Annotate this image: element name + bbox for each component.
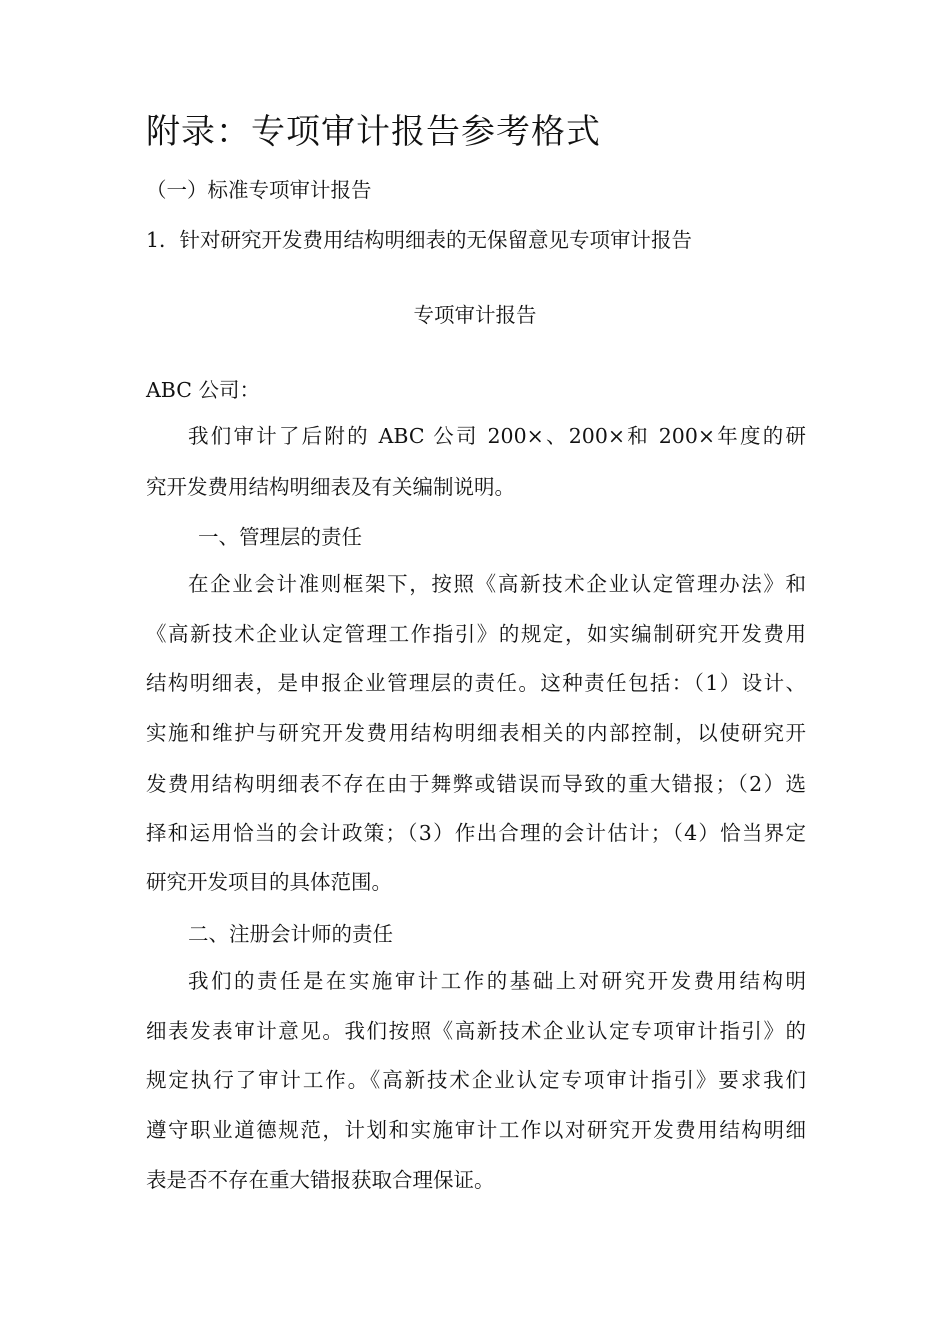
- addressee: ABC 公司：: [146, 378, 260, 402]
- mgmt-line-1: 在企业会计准则框架下，按照《高新技术企业认定管理办法》和: [188, 572, 806, 596]
- cpa-line-1: 我们的责任是在实施审计工作的基础上对研究开发费用结构明: [188, 969, 806, 993]
- intro-line-1: 我们审计了后附的 ABC 公司 200×、200×和 200×年度的研: [188, 424, 806, 448]
- page-title: 附录：专项审计报告参考格式: [146, 112, 601, 152]
- cpa-line-2: 细表发表审计意见。我们按照《高新技术企业认定专项审计指引》的: [146, 1019, 806, 1043]
- cpa-line-3: 规定执行了审计工作。《高新技术企业认定专项审计指引》要求我们: [146, 1068, 806, 1092]
- cpa-line-5: 表是否不存在重大错报获取合理保证。: [146, 1168, 495, 1192]
- heading-management-responsibility: 一、管理层的责任: [198, 525, 362, 549]
- mgmt-line-4: 实施和维护与研究开发费用结构明细表相关的内部控制，以使研究开: [146, 721, 806, 745]
- intro-line-2: 究开发费用结构明细表及有关编制说明。: [146, 475, 515, 499]
- mgmt-line-5: 发费用结构明细表不存在由于舞弊或错误而导致的重大错报；（2）选: [146, 772, 806, 796]
- report-title: 专项审计报告: [413, 303, 537, 327]
- mgmt-line-7: 研究开发项目的具体范围。: [146, 870, 392, 894]
- subsection-heading: 1．针对研究开发费用结构明细表的无保留意见专项审计报告: [146, 228, 693, 252]
- cpa-line-4: 遵守职业道德规范，计划和实施审计工作以对研究开发费用结构明细: [146, 1118, 806, 1142]
- heading-cpa-responsibility: 二、注册会计师的责任: [188, 922, 393, 946]
- mgmt-line-6: 择和运用恰当的会计政策；（3）作出合理的会计估计；（4）恰当界定: [146, 821, 806, 845]
- section-heading: （一）标准专项审计报告: [146, 178, 372, 202]
- mgmt-line-3: 结构明细表，是申报企业管理层的责任。这种责任包括：（1）设计、: [146, 671, 806, 695]
- mgmt-line-2: 《高新技术企业认定管理工作指引》的规定，如实编制研究开发费用: [146, 622, 806, 646]
